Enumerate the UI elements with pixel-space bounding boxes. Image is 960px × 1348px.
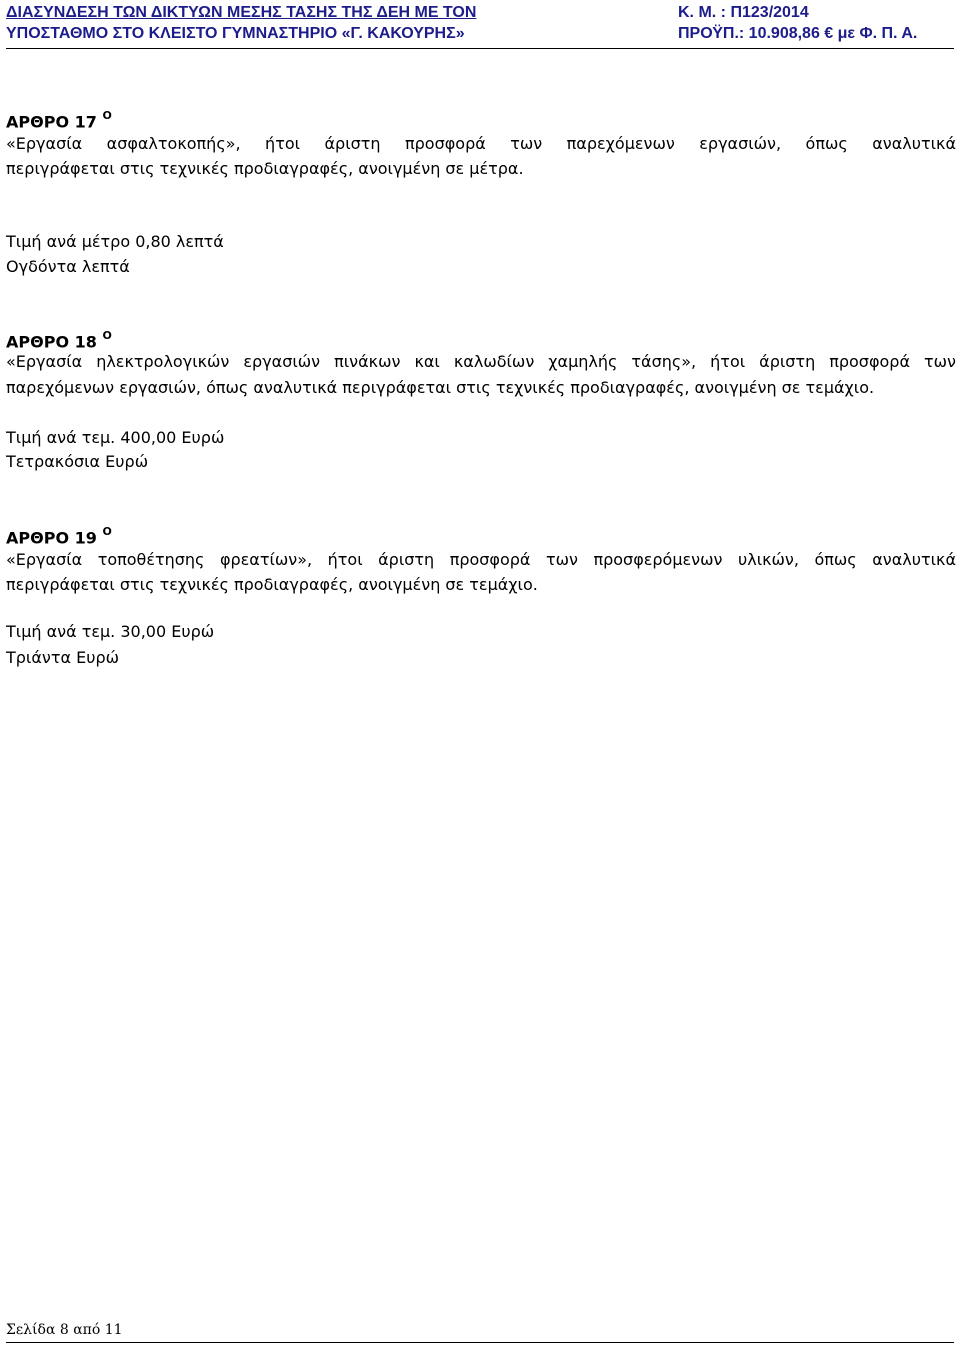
study-number: Κ. Μ. : Π123/2014 [678, 4, 809, 21]
price-numeric: Τιμή ανά τεμ. 30,00 Ευρώ [6, 622, 215, 641]
article-description-line-2: παρεχόμενων εργασιών, όπως αναλυτικά περιγράφεται στις τεχνικές προδιαγραφές, ανοιγμένη σε τεμάχιο. [6, 378, 875, 397]
article-description-line-2: περιγράφεται στις τεχνικές προδιαγραφές, ανοιγμένη σε τεμάχιο. [6, 575, 538, 594]
article-description-line-2: περιγράφεται στις τεχνικές προδιαγραφές, ανοιγμένη σε μέτρα. [6, 159, 524, 178]
article-description-line-1: «Εργασία τοποθέτησης φρεατίων», ήτοι άριστη προσφορά των προσφερόμενων υλικών, όπως αναλυτικά [6, 550, 956, 569]
page-header [6, 0, 954, 49]
project-title-line-2: ΥΠΟΣΤΑΘΜΟ ΣΤΟ ΚΛΕΙΣΤΟ ΓΥΜΝΑΣΤΗΡΙΟ «Γ. ΚΑΚΟΥΡΗΣ» [6, 25, 465, 42]
project-title-line-1: ΔΙΑΣΥΝΔΕΣΗ ΤΩΝ ΔΙΚΤΥΩΝ ΜΕΣΗΣ ΤΑΣΗΣ ΤΗΣ ΔΕΗ ΜΕ ΤΟΝ [6, 4, 477, 21]
price-numeric: Τιμή ανά τεμ. 400,00 Ευρώ [6, 428, 225, 447]
budget-total: ΠΡΟΫΠ.: 10.908,86 € με Φ. Π. Α. [678, 25, 918, 42]
price-words: Τριάντα Ευρώ [6, 648, 120, 667]
price-numeric: Τιμή ανά μέτρο 0,80 λεπτά [6, 232, 224, 251]
project-info [678, 2, 917, 44]
article-title: ΑΡΘΡΟ 17 $^O$ [6, 109, 112, 132]
article-title: ΑΡΘΡΟ 18 $^O$ [6, 329, 112, 352]
article-title: ΑΡΘΡΟ 19 $^O$ [6, 525, 112, 548]
page-number: Σελίδα 8 από 11 [6, 1322, 123, 1338]
article-description-line-1: «Εργασία ηλεκτρολογικών εργασιών πινάκων και καλωδίων χαμηλής τάσης», ήτοι άριστη προσφορά των [6, 352, 956, 371]
footer-divider [6, 1342, 954, 1343]
article-description-line-1: «Εργασία ασφαλτοκοπής», ήτοι άριστη προσφορά των παρεχόμενων εργασιών, όπως αναλυτικά [6, 134, 956, 153]
project-title [6, 2, 476, 44]
price-words: Ογδόντα λεπτά [6, 257, 130, 276]
price-words: Τετρακόσια Ευρώ [6, 452, 149, 471]
